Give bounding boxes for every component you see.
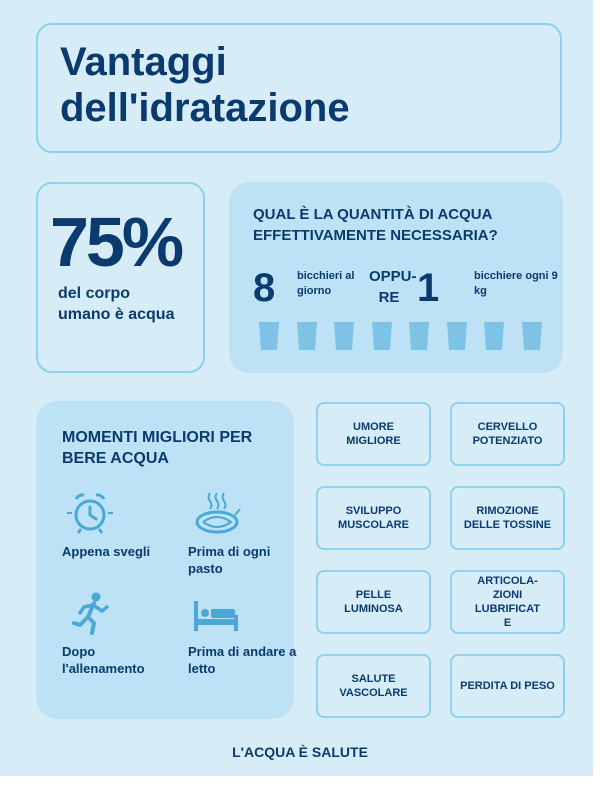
benefit-tile: CERVELLO POTENZIATO xyxy=(450,402,565,466)
glasses-per-day-text: bicchieri al giorno xyxy=(297,270,355,297)
benefit-tile: SALUTE VASCOLARE xyxy=(316,654,431,718)
bed-icon xyxy=(190,591,242,635)
moment-label: Prima di ogni pasto xyxy=(188,544,271,576)
water-glass-icon xyxy=(334,322,354,350)
moment-before-bed xyxy=(188,591,298,677)
benefit-tile: ARTICOLA- ZIONI LUBRIFICAT E xyxy=(450,570,565,634)
moment-after-workout xyxy=(62,591,172,677)
benefit-tile: PERDITA DI PESO xyxy=(450,654,565,718)
hot-dish-icon xyxy=(190,491,242,535)
benefit-tile: UMORE MIGLIORE xyxy=(316,402,431,466)
page-title xyxy=(60,39,350,131)
water-glass-icon xyxy=(259,322,279,350)
water-glass-icon xyxy=(484,322,504,350)
water-glass-icon xyxy=(409,322,429,350)
glass-per-weight-number: 1 xyxy=(417,266,440,310)
moment-label: Appena svegli xyxy=(62,544,151,559)
water-glass-icon xyxy=(447,322,467,350)
title-line-2: dell'idratazione xyxy=(60,86,350,130)
alarm-clock-icon xyxy=(64,491,116,535)
water-glass-icon xyxy=(372,322,392,350)
water-quantity-heading: QUAL È LA QUANTITÀ DI ACQUA EFFETTIVAMENTE NECESSARIA? xyxy=(253,206,498,244)
title-line-1: Vantaggi xyxy=(60,40,227,84)
footer-tagline: L'ACQUA È SALUTE xyxy=(232,744,368,760)
best-moments-card xyxy=(36,401,297,719)
runner-icon xyxy=(64,591,116,635)
moment-label: Prima di andare a letto xyxy=(188,644,297,676)
benefit-tile: RIMOZIONE DELLE TOSSINE xyxy=(450,486,565,550)
moment-wake-up xyxy=(62,491,172,560)
best-moments-heading: MOMENTI MIGLIORI PER BERE ACQUA xyxy=(62,429,253,467)
title-card xyxy=(36,23,562,153)
water-quantity-card xyxy=(229,182,563,373)
benefit-tile: PELLE LUMINOSA xyxy=(316,570,431,634)
benefit-tile: SVILUPPO MUSCOLARE xyxy=(316,486,431,550)
glasses-per-day-number: 8 xyxy=(253,266,276,310)
moment-label: Dopo l'allenamento xyxy=(62,644,145,676)
body-water-label: del corpo umano è acqua xyxy=(58,285,175,323)
glass-per-weight-text: bicchiere ogni 9 kg xyxy=(474,270,558,297)
moment-before-meal xyxy=(188,491,298,577)
water-glass-icon xyxy=(297,322,317,350)
or-separator: OPPU- RE xyxy=(369,268,417,306)
water-glass-icon xyxy=(522,322,542,350)
body-water-percentage: 75% xyxy=(50,203,182,281)
body-water-card xyxy=(36,182,205,373)
